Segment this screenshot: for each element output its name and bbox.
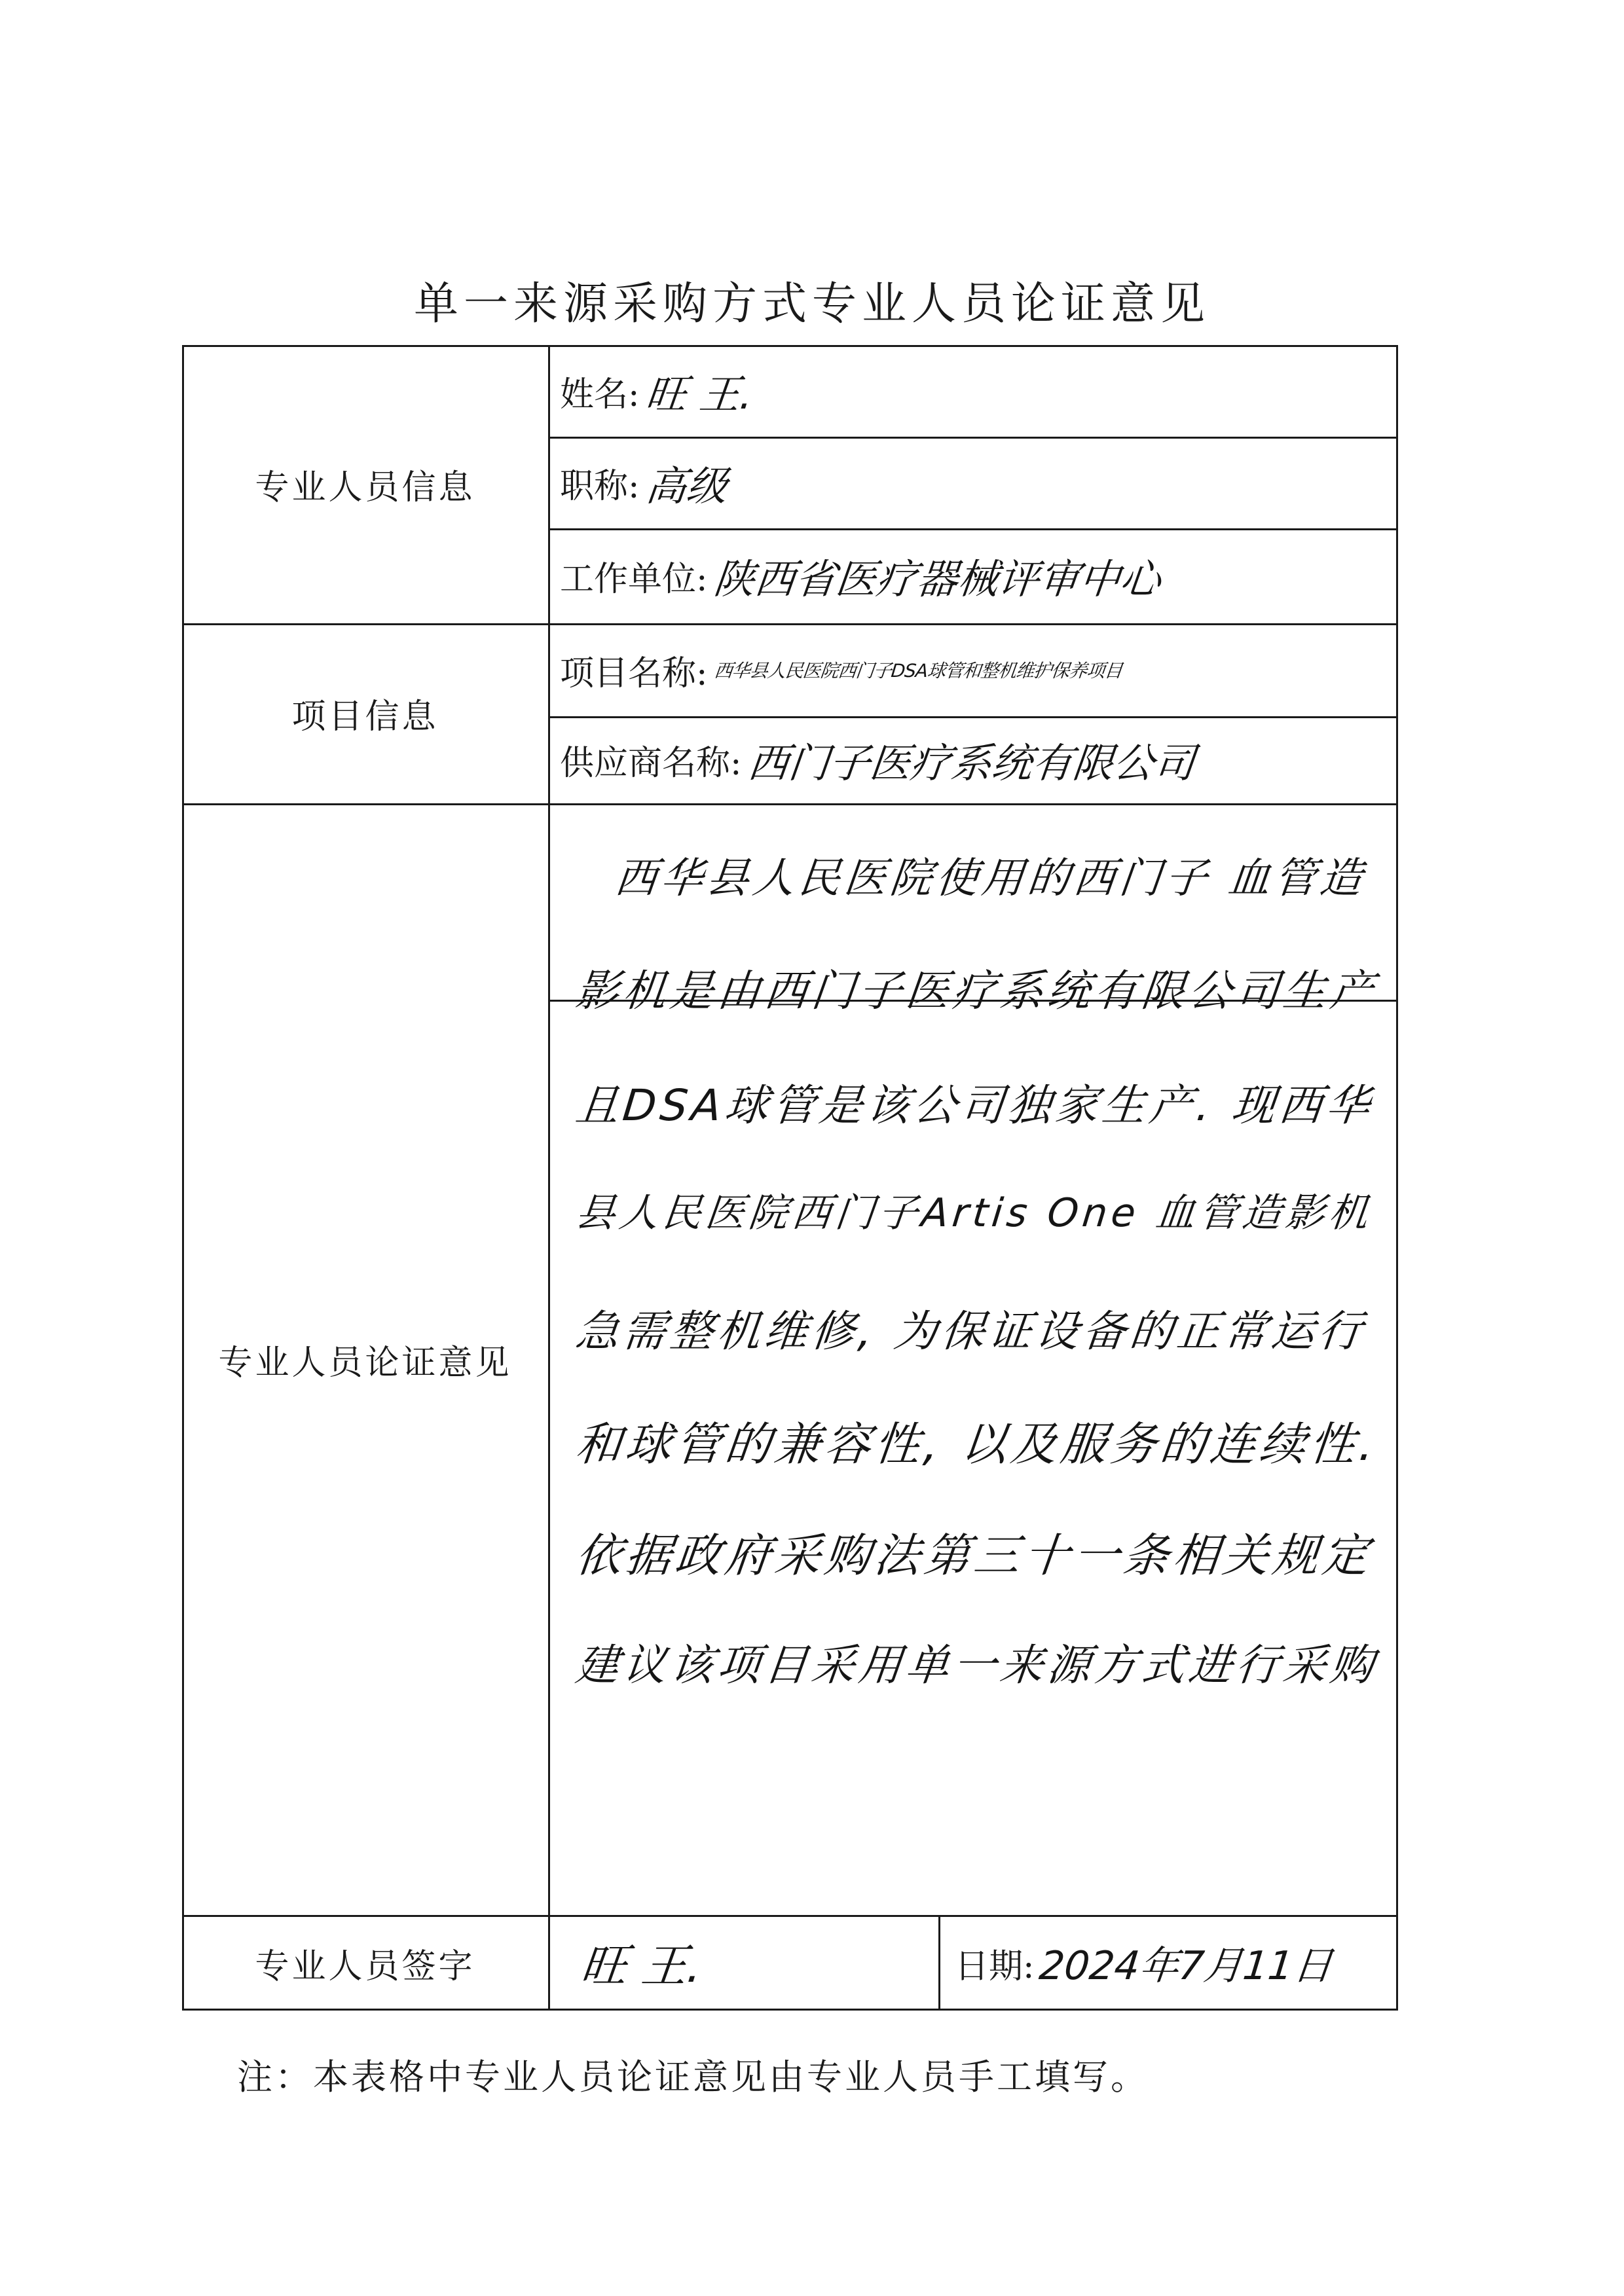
unit-value: 陕西省医疗器械评审中心 [711, 555, 1163, 603]
expert-info-label: 专业人员信息 [255, 468, 475, 507]
opinion-section-label: 专业人员论证意见 [218, 1343, 512, 1383]
date-field [955, 1915, 1333, 2011]
opinion-line: 依据政府采购法第三十一条相关规定 [573, 1529, 1375, 1582]
opinion-line: 西华县人民医院使用的西门子 血管造 [612, 854, 1369, 903]
title-label: 职称: [560, 466, 640, 506]
project-name-label: 项目名称: [560, 653, 708, 693]
opinion-line: 县人民医院西门子Artis One 血管造影机 [573, 1190, 1375, 1236]
signature-value: 旺 王. [578, 1939, 705, 1993]
date-label: 日期: [955, 1946, 1035, 1986]
opinion-line: 建议该项目采用单一来源方式进行采购 [573, 1640, 1380, 1690]
project-name-value: 西华县人民医院西门子DSA球管和整机维护保养项目 [712, 660, 1123, 682]
footnote: 注：本表格中专业人员论证意见由专业人员手工填写。 [237, 2056, 1149, 2098]
project-info-label: 项目信息 [291, 697, 439, 737]
date-value: 2024年7月11日 [1037, 1943, 1335, 1989]
opinion-line: 影机是由西门子医疗系统有限公司生产 [573, 966, 1380, 1016]
title-field [548, 437, 1398, 528]
opinion-line: 和球管的兼容性, 以及服务的连续性. [573, 1417, 1381, 1471]
opinion-line: 且DSA球管是该公司独家生产. 现西华 [573, 1080, 1376, 1131]
name-label: 姓名: [560, 374, 640, 414]
name-value: 旺 王. [643, 370, 756, 418]
unit-field [548, 528, 1398, 623]
document-title: 单一来源采购方式专业人员论证意见 [413, 278, 1210, 330]
date-divider [938, 1915, 940, 2011]
opinion-line: 急需整机维修, 为保证设备的正常运行 [573, 1306, 1369, 1357]
supplier-label: 供应商名称: [560, 744, 742, 783]
project-name-field [548, 623, 1398, 716]
title-value: 高级 [643, 462, 729, 510]
supplier-value: 西门子医疗系统有限公司 [745, 739, 1197, 787]
signature-label: 专业人员签字 [255, 1946, 475, 1986]
supplier-field [548, 716, 1398, 803]
opinion-text [573, 845, 1395, 1840]
name-field [548, 345, 1398, 437]
unit-label: 工作单位: [560, 560, 708, 599]
